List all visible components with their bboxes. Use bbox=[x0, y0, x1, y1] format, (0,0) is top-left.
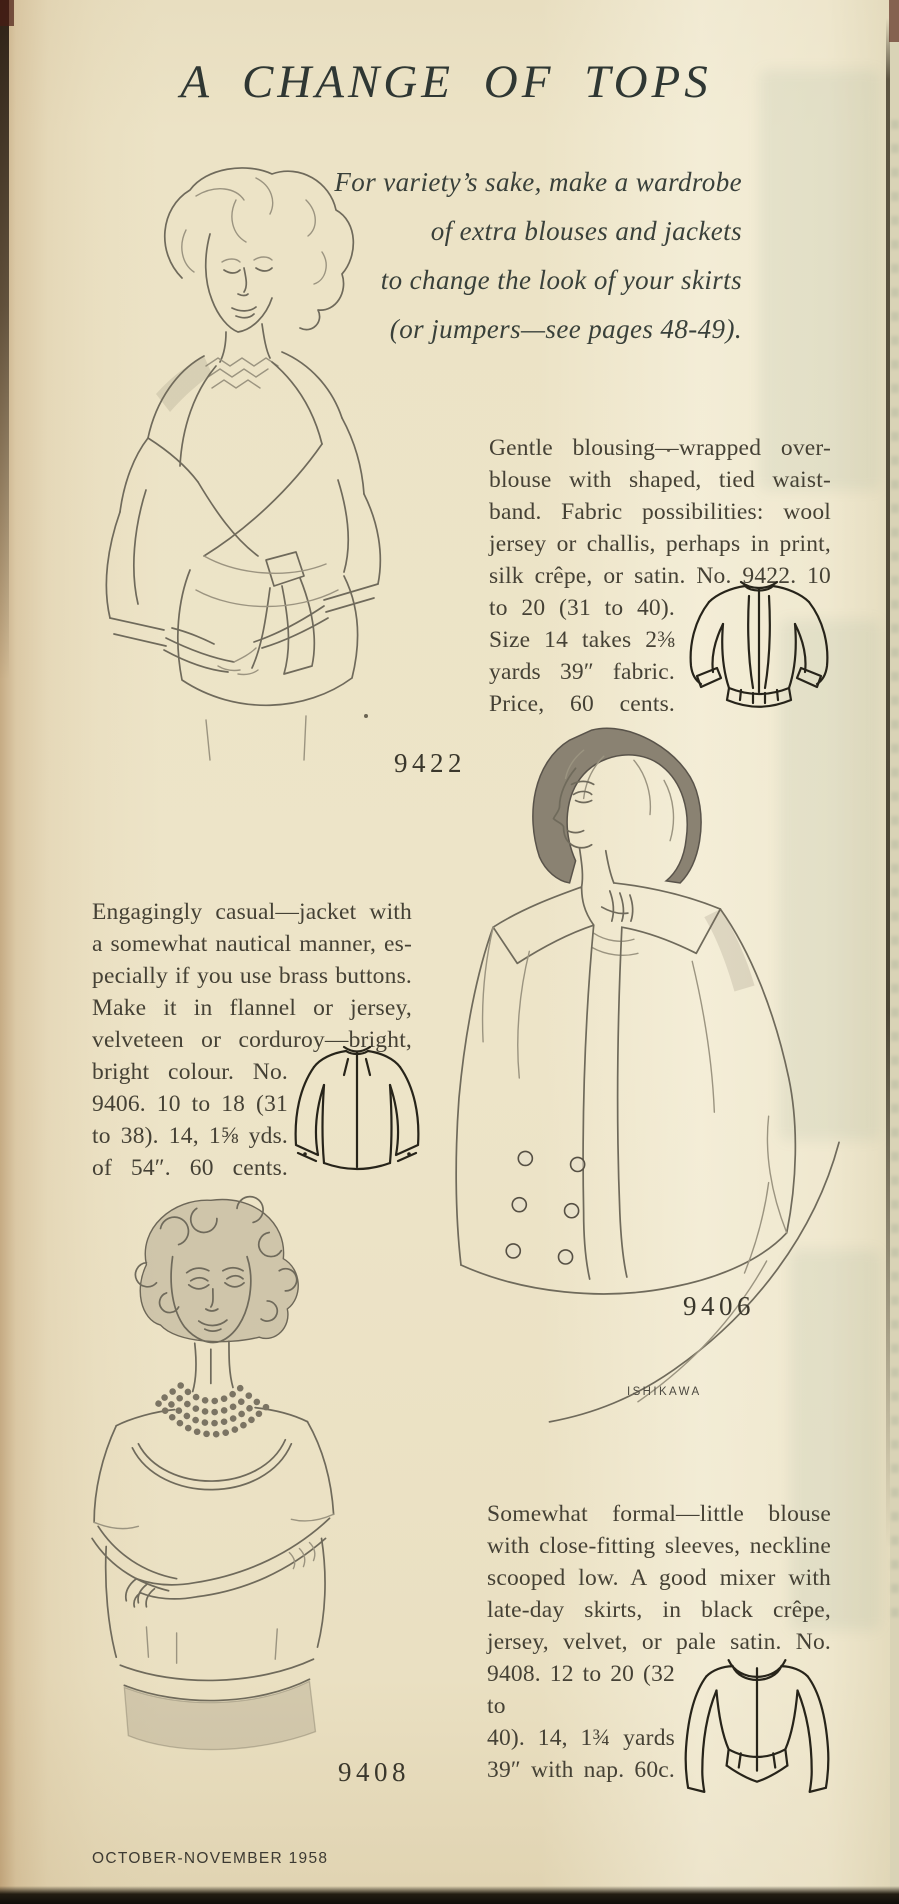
description-line: pecially if you use brass buttons. bbox=[92, 963, 412, 989]
description-line: velveteen or corduroy—bright, bbox=[92, 1027, 412, 1053]
description-line: Engagingly casual—jacket with bbox=[92, 899, 412, 925]
intro-line: of extra blouses and jackets bbox=[430, 216, 742, 246]
intro-line: (or jumpers—see pages 48-49). bbox=[389, 314, 742, 344]
description-line: Make it in flannel or jersey, bbox=[92, 995, 412, 1021]
description-line: of 54″. 60 cents. bbox=[92, 1155, 288, 1181]
pattern-description-9422-narrow bbox=[489, 592, 675, 720]
description-line: Gentle blousing—wrapped over- bbox=[489, 435, 831, 461]
intro-line: to change the look of your skirts bbox=[380, 265, 742, 295]
description-line: jersey or challis, perhaps in print, bbox=[489, 531, 831, 557]
flat-jacket-sketch-icon bbox=[289, 1041, 425, 1183]
fashion-illustration-scoop-blouse bbox=[76, 1184, 398, 1758]
description-line: with close-fitting sleeves, neckline bbox=[487, 1533, 831, 1559]
intro-line: For variety’s sake, make a wardrobe bbox=[334, 167, 742, 197]
pattern-number-caption: 9422 bbox=[394, 748, 466, 778]
issue-date-footer: OCTOBER-NOVEMBER 1958 bbox=[92, 1850, 329, 1867]
description-line: to 20 (31 to 40). bbox=[489, 595, 675, 621]
page-title: A CHANGE OF TOPS bbox=[180, 56, 712, 108]
description-line: 40). 14, 1¾ yards bbox=[487, 1725, 675, 1751]
description-line: Size 14 takes 2⅜ bbox=[489, 627, 675, 653]
description-line: scooped low. A good mixer with bbox=[487, 1565, 831, 1591]
description-line: Price, 60 cents. bbox=[489, 691, 675, 717]
artist-signature: ISHIKAWA bbox=[627, 1386, 702, 1398]
description-line: 9406. 10 to 18 (31 bbox=[92, 1091, 288, 1117]
flat-scoop-blouse-sketch-icon bbox=[680, 1648, 834, 1802]
description-line: a somewhat nautical manner, es- bbox=[92, 931, 412, 957]
adjacent-page-ghost-text bbox=[891, 120, 899, 1620]
scan-bottom-edge bbox=[0, 1886, 899, 1904]
description-line: late-day skirts, in black crêpe, bbox=[487, 1597, 831, 1623]
scan-corner-mark bbox=[0, 0, 14, 26]
description-line: bright colour. No. bbox=[92, 1059, 288, 1085]
pattern-number-caption: 9406 bbox=[683, 1291, 755, 1321]
fashion-illustration-jacket bbox=[432, 710, 868, 1450]
flat-blouse-sketch-icon bbox=[682, 572, 836, 722]
pattern-description-9406-narrow bbox=[92, 1056, 288, 1184]
description-line: silk crêpe, or satin. No. 9422. 10 bbox=[489, 563, 831, 589]
description-line: to 38). 14, 1⅝ yds. bbox=[92, 1123, 288, 1149]
pattern-description-9406 bbox=[92, 896, 412, 1056]
pattern-number-caption: 9408 bbox=[338, 1757, 410, 1787]
description-line: blouse with shaped, tied waist- bbox=[489, 467, 831, 493]
binding-shadow bbox=[0, 0, 9, 680]
scan-corner-mark bbox=[889, 0, 899, 42]
description-line: band. Fabric possibilities: wool bbox=[489, 499, 831, 525]
fashion-illustration-wrap-blouse bbox=[86, 160, 434, 776]
description-line: yards 39″ fabric. bbox=[489, 659, 675, 685]
description-line: 9408. 12 to 20 (32 to bbox=[487, 1661, 675, 1719]
pattern-description-9408 bbox=[487, 1498, 831, 1658]
pattern-description-9408-narrow bbox=[487, 1658, 675, 1786]
description-line: 39″ with nap. 60c. bbox=[487, 1757, 675, 1783]
page-bleedthrough bbox=[760, 70, 880, 490]
description-line: jersey, velvet, or pale satin. No. bbox=[487, 1629, 831, 1655]
pattern-description-9422 bbox=[489, 432, 831, 592]
page-fold-line bbox=[886, 18, 890, 1548]
description-line: Somewhat formal—little blouse bbox=[487, 1501, 831, 1527]
